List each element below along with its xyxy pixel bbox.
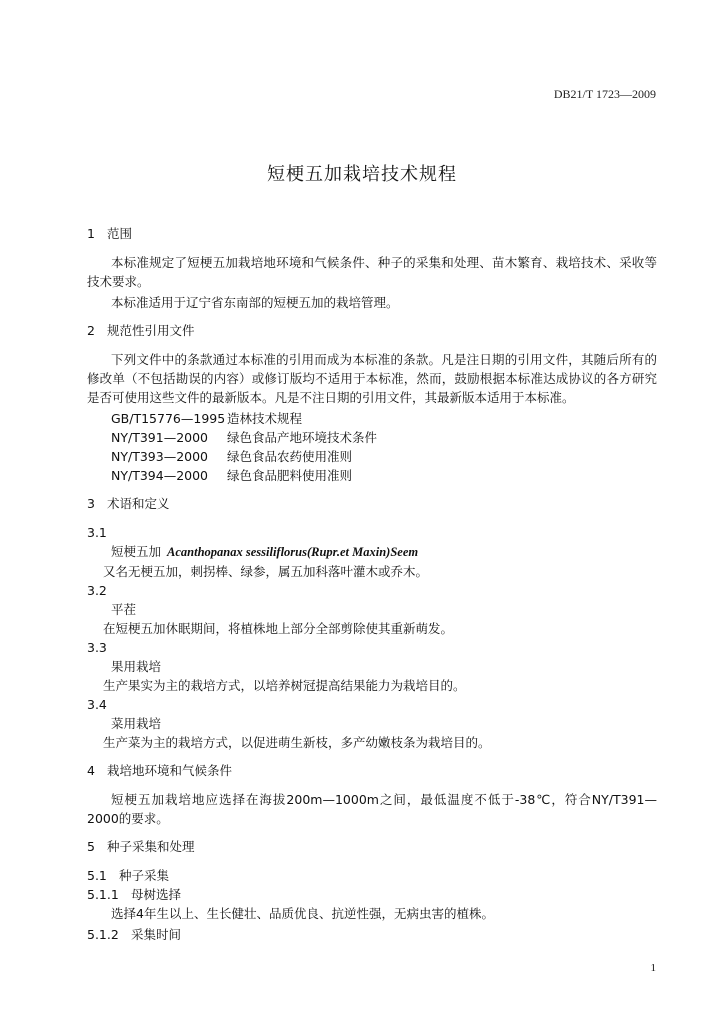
section-title: 范围 [107, 226, 133, 241]
paragraph: 下列文件中的条款通过本标准的引用而成为本标准的条款。凡是注日期的引用文件，其随后所有的修改单（不包括勘误的内容）或修订版均不适用于本标准，然而，鼓励根据本标准达成协议的各方研究是否可使用这些文件的最新版本。凡是不注日期的引用文件，其最新版本适用于本标准。 [87, 352, 657, 405]
term-name: 果用栽培 [111, 659, 162, 674]
term-definition: 生产果实为主的栽培方式，以培养树冠提高结果能力为栽培目的。 [103, 678, 466, 693]
term-entry [87, 600, 657, 619]
reference-code: NY/T393—2000 [111, 449, 209, 464]
section-5-heading [87, 837, 657, 857]
subsection-title: 母树选择 [131, 887, 182, 902]
paragraph: 本标准适用于辽宁省东南部的短梗五加的栽培管理。 [111, 295, 399, 310]
reference-item [87, 409, 657, 428]
subsection-title: 种子采集 [119, 868, 170, 883]
clause-number: 3.1 [87, 525, 107, 540]
reference-item [87, 466, 657, 485]
document-body [87, 224, 657, 944]
section-title: 术语和定义 [107, 496, 170, 511]
term-entry [87, 542, 657, 562]
section-title: 规范性引用文件 [107, 323, 195, 338]
term-entry [87, 657, 657, 676]
section-4-heading [87, 761, 657, 781]
reference-item [87, 447, 657, 466]
page-number: 1 [650, 962, 656, 974]
section-title: 种子采集和处理 [107, 839, 195, 854]
section-title: 栽培地环境和气候条件 [107, 763, 233, 778]
subsection-number: 5.1 [87, 868, 107, 883]
clause-number: 3.4 [87, 697, 107, 712]
term-latin-name: Acanthopanax sessiliflorus(Rupr.et Maxin)Seem [167, 545, 419, 559]
term-name: 菜用栽培 [111, 716, 162, 731]
section-number: 5 [87, 839, 95, 854]
document-title: 短梗五加栽培技术规程 [267, 164, 457, 185]
reference-code: GB/T15776—1995 [111, 411, 226, 426]
subsection-number: 5.1.1 [87, 887, 119, 902]
section-2-heading [87, 321, 657, 341]
reference-name: 绿色食品肥料使用准则 [227, 468, 353, 483]
reference-code: NY/T391—2000 [111, 430, 209, 445]
section-number: 4 [87, 763, 95, 778]
clause-number: 3.3 [87, 640, 107, 655]
term-definition: 生产菜为主的栽培方式，以促进萌生新枝，多产幼嫩枝条为栽培目的。 [103, 735, 491, 750]
paragraph: 短梗五加栽培地应选择在海拔200m—1000m之间，最低温度不低于-38℃，符合NY/T391—2000的要求。 [87, 792, 657, 826]
reference-code: NY/T394—2000 [111, 468, 209, 483]
term-name: 短梗五加 [111, 544, 162, 559]
reference-name: 绿色食品产地环境技术条件 [227, 430, 378, 445]
subsection-number: 5.1.2 [87, 927, 119, 942]
clause-number: 3.2 [87, 583, 107, 598]
reference-item [87, 428, 657, 447]
term-definition: 在短梗五加休眠期间，将植株地上部分全部剪除使其重新萌发。 [103, 621, 454, 636]
section-number: 1 [87, 226, 95, 241]
section-number: 2 [87, 323, 95, 338]
reference-name: 绿色食品农药使用准则 [227, 449, 353, 464]
reference-name: 造林技术规程 [227, 411, 303, 426]
section-1-heading [87, 224, 657, 244]
subsection-5-1-1-heading [87, 885, 657, 904]
section-3-heading [87, 494, 657, 514]
paragraph: 选择4年生以上、生长健壮、品质优良、抗逆性强，无病虫害的植株。 [111, 906, 494, 921]
term-definition: 又名无梗五加，刺拐棒、绿参，属五加科落叶灌木或乔木。 [103, 564, 429, 579]
subsection-5-1-2-heading [87, 925, 657, 944]
term-name: 平茬 [111, 602, 137, 617]
term-entry [87, 714, 657, 733]
standard-code: DB21/T 1723—2009 [553, 87, 656, 101]
paragraph: 本标准规定了短梗五加栽培地环境和气候条件、种子的采集和处理、苗木繁育、栽培技术、采收等技术要求。 [87, 255, 657, 289]
section-number: 3 [87, 496, 95, 511]
subsection-title: 采集时间 [131, 927, 182, 942]
subsection-5-1-heading [87, 866, 657, 885]
